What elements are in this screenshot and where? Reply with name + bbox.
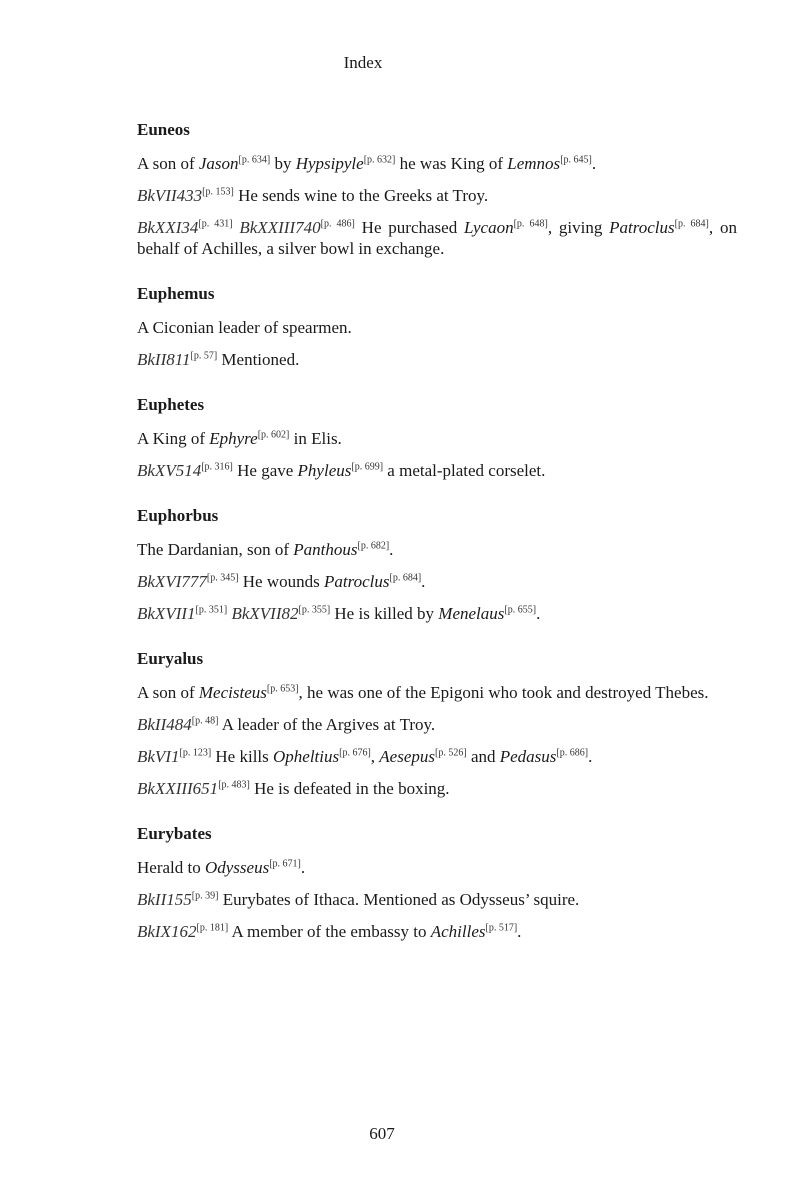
book-line-reference-link[interactable]: BkII155 [137, 890, 192, 909]
text-span: Herald to [137, 858, 205, 877]
name-reference: Lemnos [507, 154, 561, 173]
book-line-reference-link[interactable]: BkII811 [137, 350, 191, 369]
name-reference: Mecisteus [198, 683, 267, 702]
text-span: The Dardanian, son of [137, 540, 294, 559]
page-reference-link[interactable]: [p. 526] [435, 747, 467, 759]
text-span: in Elis. [289, 429, 342, 448]
text-span: A son of [137, 154, 199, 173]
page-reference-link[interactable]: [p. 686] [556, 747, 589, 759]
page-reference-link[interactable]: [p. 684] [674, 218, 709, 230]
text-span: A King of [137, 429, 210, 448]
name-reference: Hypsipyle [295, 154, 364, 173]
entry-paragraph [137, 349, 737, 370]
text-span: , [370, 747, 380, 766]
book-line-reference-link[interactable]: BkXXI34 [137, 218, 199, 237]
page-reference-link[interactable]: [p. 653] [266, 683, 299, 695]
page-reference-link[interactable]: [p. 123] [179, 747, 212, 759]
book-line-reference-link[interactable]: BkXV514 [137, 461, 202, 480]
text-span: A son of [137, 683, 199, 702]
name-reference: Menelaus [438, 604, 505, 623]
entry-title: Eurybates [137, 824, 212, 843]
page-reference-link[interactable]: [p. 676] [339, 747, 371, 759]
page-reference-link[interactable]: [p. 684] [389, 572, 422, 584]
text-span: . [517, 922, 522, 941]
text-span: Mentioned. [217, 350, 300, 369]
index-content [137, 118, 737, 965]
book-line-reference-link[interactable]: BkXXIII740 [239, 218, 321, 237]
text-span: He is defeated in the boxing. [249, 779, 450, 798]
page-reference-link[interactable]: [p. 517] [485, 922, 518, 934]
entry-title: Euryalus [137, 649, 204, 668]
name-reference: Panthous [293, 540, 358, 559]
entry-title: Euphemus [137, 284, 215, 303]
book-line-reference-link[interactable]: BkXVI777 [137, 572, 207, 591]
entry-paragraph [137, 317, 737, 338]
text-span: , on behalf of Achilles, a silver bowl in exchange. [137, 218, 737, 258]
text-span: He wounds [238, 572, 324, 591]
page-reference-link[interactable]: [p. 602] [257, 429, 290, 441]
page-reference-link[interactable]: [p. 431] [198, 218, 233, 230]
page-reference-link[interactable]: [p. 483] [218, 779, 250, 791]
name-reference: Opheltius [273, 747, 340, 766]
page-reference-link[interactable]: [p. 181] [196, 922, 229, 934]
entry-paragraph [137, 460, 737, 481]
text-span: . [588, 747, 593, 766]
text-span: he was King of [395, 154, 508, 173]
text-span: , he was one of the Epigoni who took and destroyed Thebes. [298, 683, 709, 702]
page-header-title: Index [343, 53, 383, 72]
text-span: . [300, 858, 306, 877]
page-reference-link[interactable]: [p. 355] [298, 604, 331, 616]
index-entry [137, 393, 737, 481]
entry-title: Euneos [137, 120, 190, 139]
page-reference-link[interactable]: [p. 655] [504, 604, 537, 616]
entry-paragraph [137, 217, 737, 259]
page-reference-link[interactable]: [p. 671] [269, 858, 301, 870]
text-span: He gave [232, 461, 298, 480]
page-number: 607 [369, 1124, 395, 1143]
text-span: He kills [211, 747, 274, 766]
page-reference-link[interactable]: [p. 351] [195, 604, 228, 616]
text-span: a metal-plated corselet. [383, 461, 546, 480]
entry-paragraph [137, 603, 737, 624]
book-line-reference-link[interactable]: BkVI1 [137, 747, 180, 766]
name-reference: Patroclus [324, 572, 390, 591]
book-line-reference-link[interactable]: BkII484 [137, 715, 192, 734]
entry-paragraph [137, 778, 737, 799]
entry-paragraph [137, 428, 737, 449]
page-reference-link[interactable]: [p. 648] [513, 218, 548, 230]
page-reference-link[interactable]: [p. 632] [363, 154, 396, 166]
page-reference-link[interactable]: [p. 39] [191, 890, 219, 902]
page-reference-link[interactable]: [p. 486] [320, 218, 355, 230]
entry-paragraph [137, 889, 737, 910]
index-entry [137, 118, 737, 259]
entry-paragraph [137, 571, 737, 592]
text-span: He is killed by [330, 604, 439, 623]
name-reference: Achilles [430, 922, 486, 941]
name-reference: Ephyre [209, 429, 258, 448]
name-reference: Odysseus [204, 858, 270, 877]
book-line-reference-link[interactable]: BkXVII82 [231, 604, 299, 623]
page-reference-link[interactable]: [p. 316] [201, 461, 233, 473]
text-span: by [270, 154, 296, 173]
text-span: and [466, 747, 500, 766]
entry-title: Euphorbus [137, 506, 219, 525]
page-reference-link[interactable]: [p. 645] [560, 154, 592, 166]
name-reference: Jason [198, 154, 239, 173]
entry-paragraph [137, 539, 737, 560]
page-reference-link[interactable]: [p. 48] [191, 715, 219, 727]
index-entry [137, 504, 737, 624]
text-span: Eurybates of Ithaca. Mentioned as Odysseus’ squire. [218, 890, 580, 909]
page-reference-link[interactable]: [p. 682] [357, 540, 390, 552]
entry-paragraph [137, 714, 737, 735]
text-span: A Ciconian leader of spearmen. [137, 318, 352, 337]
name-reference: Aesepus [379, 747, 436, 766]
page-reference-link[interactable]: [p. 153] [202, 186, 234, 198]
book-line-reference-link[interactable]: BkVII433 [137, 186, 203, 205]
text-span: . [536, 604, 541, 623]
running-head [72, 53, 800, 73]
entry-title: Euphetes [137, 395, 205, 414]
book-line-reference-link[interactable]: BkXVII1 [137, 604, 196, 623]
index-entry [137, 822, 737, 942]
index-entry [137, 282, 737, 370]
text-span: , giving [547, 218, 610, 237]
entry-paragraph [137, 185, 737, 206]
name-reference: Phyleus [297, 461, 352, 480]
page-reference-link[interactable]: [p. 57] [190, 350, 218, 362]
page-reference-link[interactable]: [p. 699] [351, 461, 384, 473]
entry-paragraph [137, 921, 737, 942]
book-line-reference-link[interactable]: BkXXIII651 [137, 779, 219, 798]
entry-paragraph [137, 682, 737, 703]
name-reference: Patroclus [609, 218, 675, 237]
text-span: A leader of the Argives at Troy. [218, 715, 436, 734]
page-reference-link[interactable]: [p. 634] [238, 154, 271, 166]
entry-paragraph [137, 153, 737, 174]
text-span: He purchased [354, 218, 465, 237]
page-footer [36, 1124, 800, 1144]
text-span: . [421, 572, 426, 591]
entry-paragraph [137, 746, 737, 767]
name-reference: Lycaon [464, 218, 514, 237]
text-span: . [389, 540, 394, 559]
text-span: He sends wine to the Greeks at Troy. [233, 186, 489, 205]
page-reference-link[interactable]: [p. 345] [206, 572, 239, 584]
text-span: A member of the embassy to [228, 922, 431, 941]
name-reference: Pedasus [499, 747, 557, 766]
entry-paragraph [137, 857, 737, 878]
book-line-reference-link[interactable]: BkIX162 [137, 922, 197, 941]
index-entry [137, 647, 737, 799]
text-span: . [591, 154, 597, 173]
